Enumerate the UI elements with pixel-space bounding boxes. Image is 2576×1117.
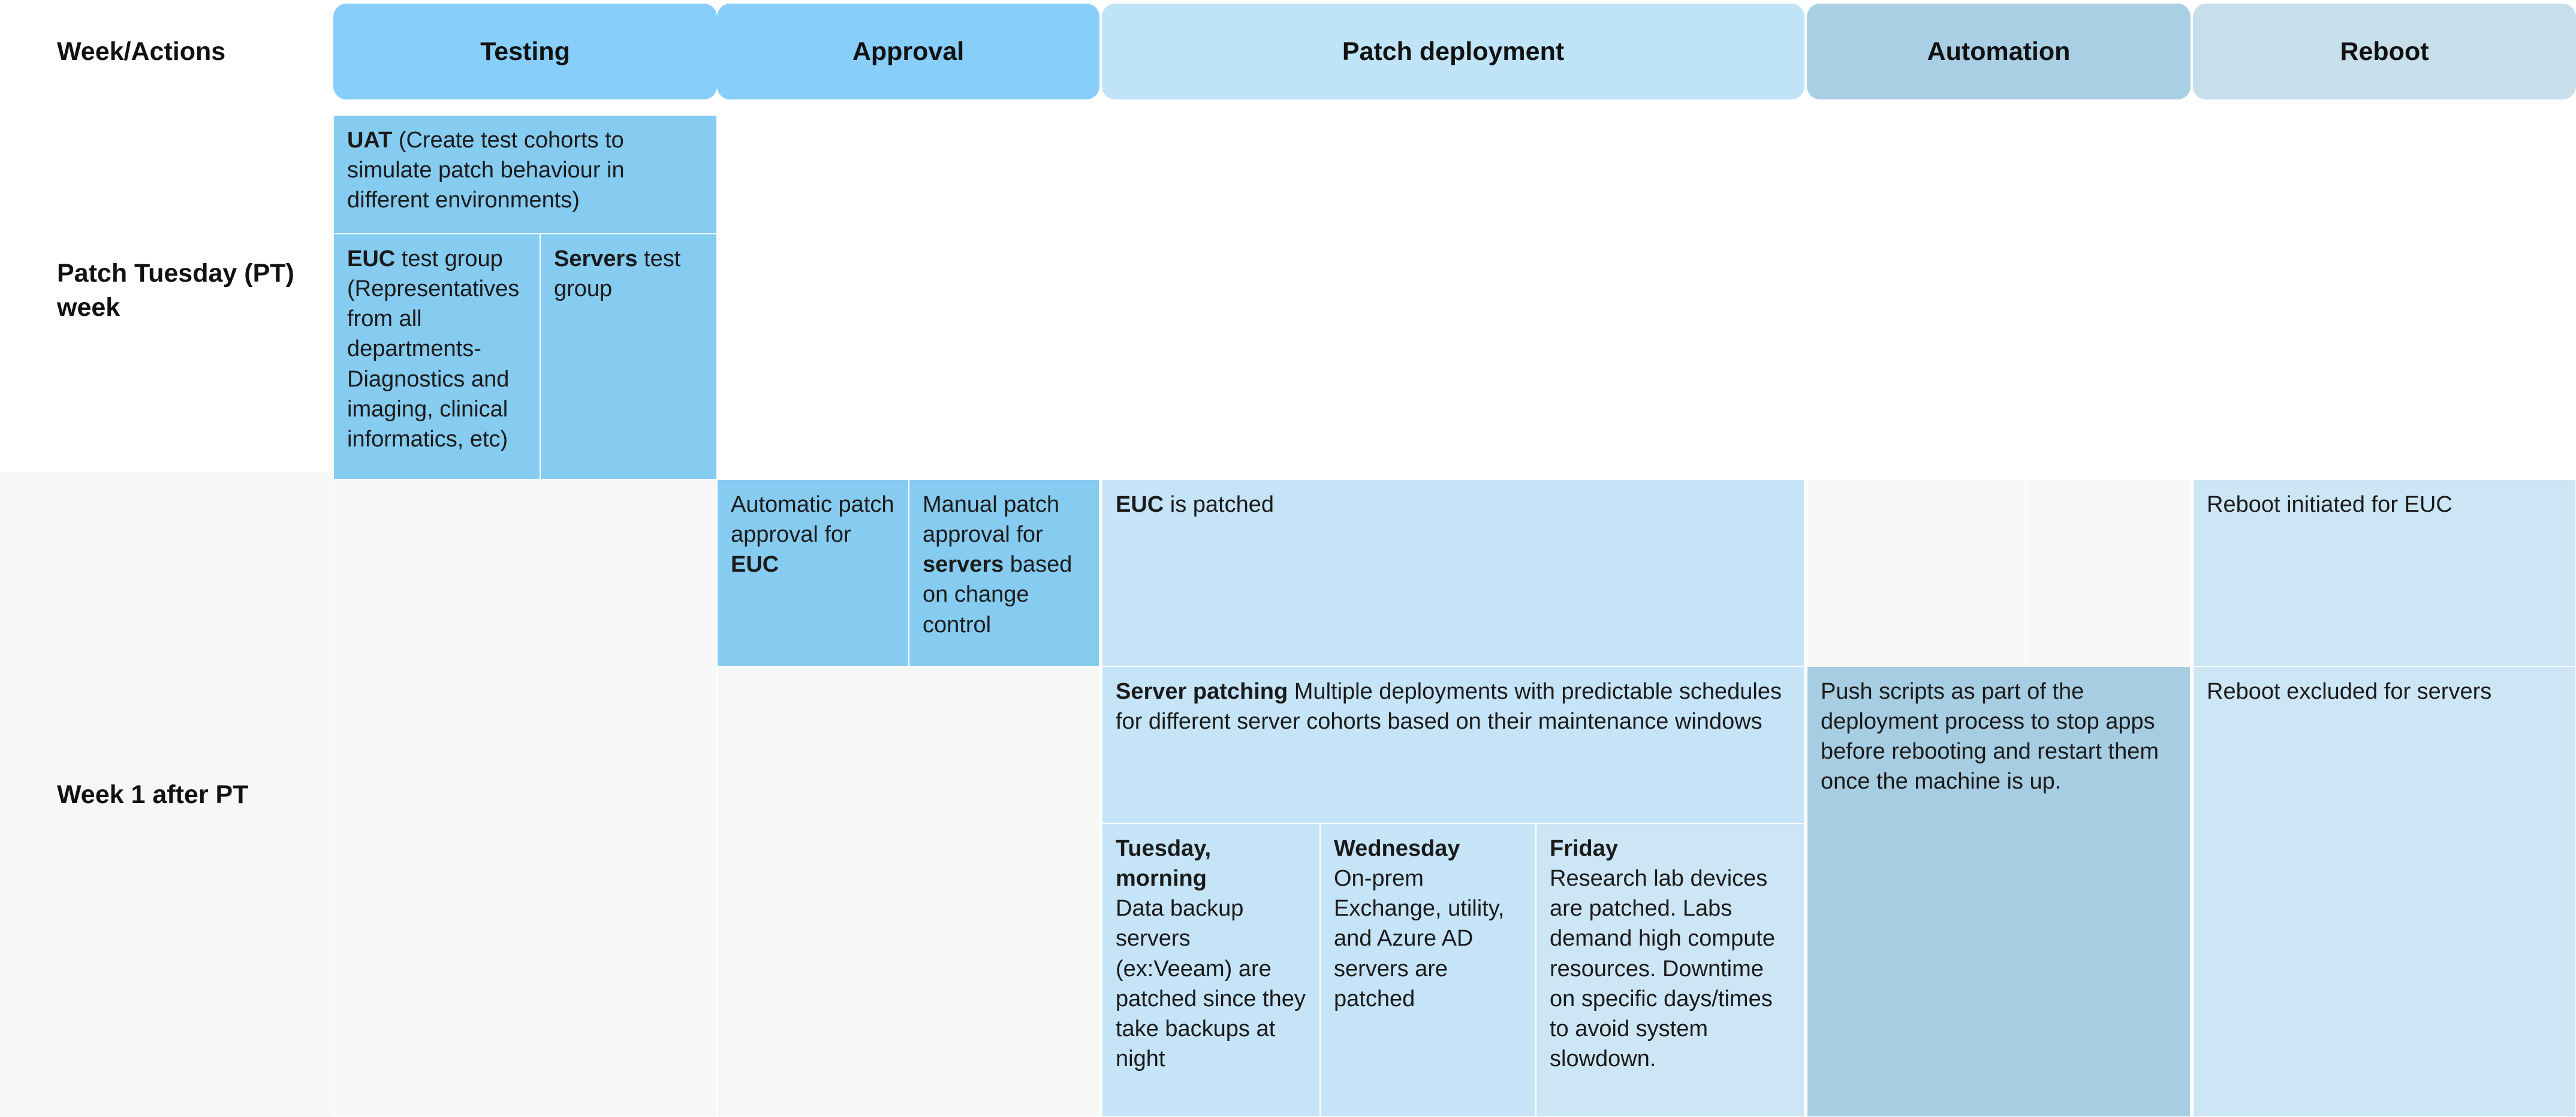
cell-servers-test-group-text: test group <box>554 246 681 302</box>
row-label-week-1-after-pt <box>0 472 333 1117</box>
cell-automation-push-scripts-text: Push scripts as part of the deployment process to stop apps before rebooting and restart them once the machine is up. <box>1821 679 2159 795</box>
cell-friday <box>1536 823 1804 1117</box>
cell-euc-is-patched-bold: EUC <box>1116 492 1164 517</box>
cell-uat <box>333 115 717 234</box>
cell-wednesday-text: On-prem Exchange, utility, and Azure AD servers are patched <box>1334 866 1505 1012</box>
cell-server-patching-bold: Server patching <box>1116 679 1288 704</box>
cell-testing-empty-row2 <box>333 479 717 1117</box>
cell-automatic-patch-approval-bold: EUC <box>731 552 779 578</box>
cell-wednesday <box>1320 823 1536 1117</box>
cell-euc-is-patched <box>1102 479 1804 666</box>
cell-tuesday-morning <box>1102 823 1320 1117</box>
cell-automation-empty-right <box>2026 479 2191 666</box>
column-header-automation: Automation <box>1807 4 2191 99</box>
column-header-approval: Approval <box>717 4 1099 99</box>
column-header-reboot: Reboot <box>2193 4 2576 99</box>
cell-server-patching-text: Multiple deployments with predictable schedules for different server cohorts based on their maintenance windows <box>1116 679 1782 735</box>
cell-automatic-patch-approval-pre: Automatic patch approval for <box>731 492 894 548</box>
cell-euc-is-patched-text: is patched <box>1164 492 1275 517</box>
cell-euc-test-group-bold: EUC <box>347 246 396 271</box>
cell-reboot-excluded-servers-text: Reboot excluded for servers <box>2207 679 2492 704</box>
cell-reboot-initiated-euc <box>2193 479 2576 666</box>
cell-reboot-initiated-euc-text: Reboot initiated for EUC <box>2207 492 2453 517</box>
cell-manual-patch-approval-post: based on change control <box>923 552 1072 638</box>
cell-manual-patch-approval-bold: servers <box>923 552 1004 578</box>
cell-tuesday-morning-text: Data backup servers (ex:Veeam) are patched since they take backups at night <box>1116 896 1306 1072</box>
row-label-text: Week 1 after PT <box>57 780 249 809</box>
row-label-patch-tuesday-week <box>0 109 333 472</box>
column-header-patch-deployment: Patch deployment <box>1102 4 1804 99</box>
row-label-text: Patch Tuesday (PT) week <box>57 259 294 322</box>
cell-friday-title: Friday <box>1550 836 1619 861</box>
cell-automatic-patch-approval <box>717 479 909 666</box>
cell-server-patching <box>1102 666 1804 823</box>
cell-euc-test-group <box>333 234 540 479</box>
cell-approval-empty-lower <box>717 666 1099 1117</box>
cell-uat-text: (Create test cohorts to simulate patch behaviour in different environments) <box>347 128 625 213</box>
cell-euc-test-group-text: test group (Representatives from all departments- Diagnostics and imaging, clinical informatics, etc) <box>347 246 520 452</box>
cell-manual-patch-approval-pre: Manual patch approval for <box>923 492 1060 548</box>
header-row-label: Week/Actions <box>57 37 226 66</box>
cell-uat-bold: UAT <box>347 128 393 153</box>
cell-wednesday-title: Wednesday <box>1334 836 1460 861</box>
cell-servers-test-group <box>540 234 717 479</box>
cell-servers-test-group-bold: Servers <box>554 246 638 271</box>
cell-friday-text: Research lab devices are patched. Labs demand high compute resources. Downtime on specific days/times to avoid system slowdown. <box>1550 866 1776 1072</box>
cell-automation-empty-left <box>1807 479 2026 666</box>
cell-tuesday-morning-title: Tuesday, morning <box>1116 836 1212 892</box>
column-header-testing: Testing <box>333 4 717 99</box>
cell-reboot-excluded-servers <box>2193 666 2576 1117</box>
cell-automation-push-scripts <box>1807 666 2191 1117</box>
cell-manual-patch-approval <box>909 479 1099 666</box>
